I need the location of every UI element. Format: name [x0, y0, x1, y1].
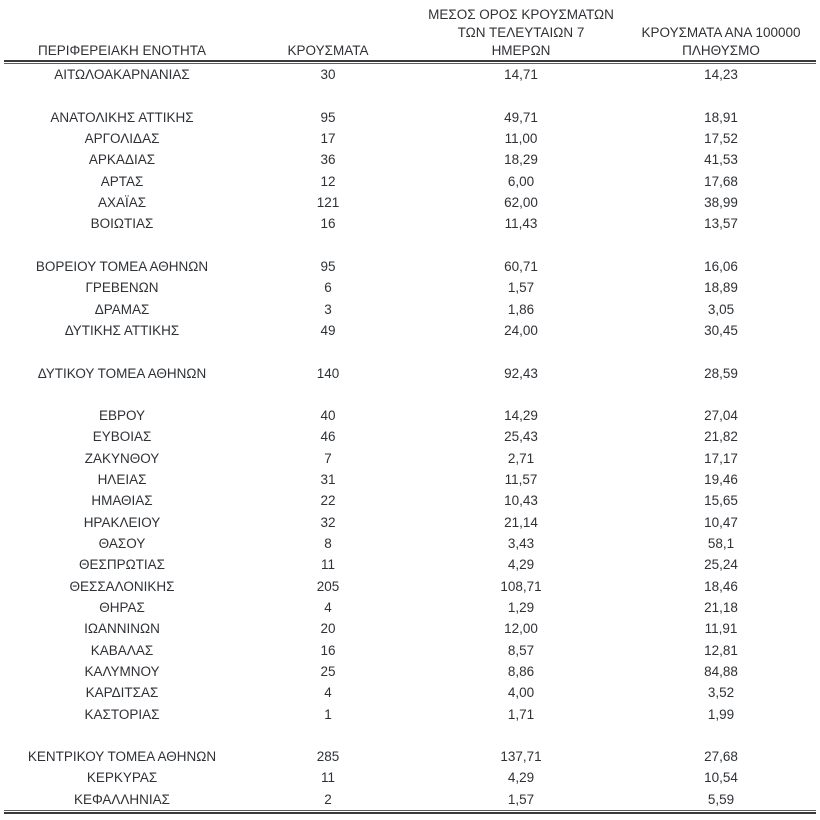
region-name-cell: ΚΕΝΤΡΙΚΟΥ ΤΟΜΕΑ ΑΘΗΝΩΝ	[27, 749, 217, 765]
avg7days-cell: 14,29	[504, 408, 538, 424]
table-row	[4, 277, 816, 298]
per100k-cell: 17,68	[704, 173, 738, 189]
table-row	[4, 192, 816, 213]
table-row	[4, 682, 816, 703]
cases-cell: 95	[320, 109, 336, 125]
table-row	[4, 533, 816, 554]
avg7days-cell: 92,43	[504, 365, 538, 381]
table-row	[4, 362, 816, 383]
avg7days-cell: 11,57	[504, 472, 538, 488]
per100k-cell: 16,06	[704, 258, 738, 274]
table-row	[4, 789, 816, 810]
avg7days-cell: 12,00	[504, 621, 538, 637]
avg7days-cell: 1,71	[507, 706, 535, 722]
cases-cell: 16	[320, 216, 336, 232]
table-row	[4, 703, 816, 724]
region-name-cell: ΔΥΤΙΚΗΣ ΑΤΤΙΚΗΣ	[64, 322, 180, 338]
per100k-cell: 14,23	[704, 67, 738, 83]
spacer-row	[4, 725, 816, 746]
region-name-cell: ΚΕΦΑΛΛΗΝΙΑΣ	[73, 791, 171, 807]
table-row	[4, 298, 816, 319]
region-name-cell: ΘΕΣΣΑΛΟΝΙΚΗΣ	[69, 578, 175, 594]
region-name-cell: ΕΒΡΟΥ	[98, 408, 146, 424]
table-row	[4, 618, 816, 639]
table-row	[4, 639, 816, 660]
per100k-cell: 13,57	[704, 216, 738, 232]
table-row	[4, 320, 816, 341]
avg7days-cell: 21,14	[504, 514, 538, 530]
region-name-cell: ΔΡΑΜΑΣ	[94, 301, 150, 317]
cases-cell: 140	[316, 365, 340, 381]
spacer-row	[4, 341, 816, 362]
region-name-cell: ΑΧΑΪΑΣ	[97, 195, 147, 211]
cases-cell: 30	[320, 67, 336, 83]
col-header-region-label: ΠΕΡΙΦΕΡΕΙΑΚΗ ΕΝΟΤΗΤΑ	[37, 43, 207, 58]
table-row	[4, 661, 816, 682]
cases-cell: 95	[320, 258, 336, 274]
region-name-cell: ΚΑΛΥΜΝΟΥ	[84, 663, 160, 679]
region-name-cell: ΚΑΡΔΙΤΣΑΣ	[85, 685, 159, 701]
per100k-cell: 19,46	[704, 472, 738, 488]
cases-cell: 32	[320, 514, 336, 530]
per100k-cell: 5,59	[707, 791, 735, 807]
per100k-cell: 21,18	[704, 599, 738, 615]
avg7days-cell: 4,29	[507, 770, 535, 786]
table-row	[4, 576, 816, 597]
per100k-cell: 3,05	[707, 301, 735, 317]
col-header-region	[4, 42, 240, 60]
region-name-cell: ΚΕΡΚΥΡΑΣ	[86, 770, 158, 786]
table-row	[4, 128, 816, 149]
region-name-cell: ΙΩΑΝΝΙΝΩΝ	[84, 621, 160, 637]
table-bottom-rule	[4, 810, 816, 815]
avg7days-cell: 1,86	[507, 301, 535, 317]
table-row	[4, 426, 816, 447]
region-name-cell: ΔΥΤΙΚΟΥ ΤΟΜΕΑ ΑΘΗΝΩΝ	[37, 365, 207, 381]
cases-cell: 25	[320, 663, 336, 679]
cases-cell: 46	[320, 429, 336, 445]
avg7days-cell: 62,00	[504, 195, 538, 211]
cases-cell: 31	[320, 472, 336, 488]
per100k-cell: 18,91	[704, 109, 738, 125]
per100k-cell: 3,52	[707, 685, 735, 701]
cases-cell: 2	[324, 791, 332, 807]
per100k-cell: 25,24	[704, 557, 738, 573]
per100k-cell: 27,68	[704, 749, 738, 765]
cases-cell: 3	[324, 301, 332, 317]
avg7days-cell: 1,57	[507, 791, 535, 807]
per100k-cell: 41,53	[704, 152, 738, 168]
table-row	[4, 64, 816, 85]
cases-cell: 11	[320, 557, 335, 573]
per100k-cell: 21,82	[704, 429, 738, 445]
region-name-cell: ΑΡΤΑΣ	[100, 173, 144, 189]
col-header-per100k	[626, 24, 816, 60]
avg7days-cell: 49,71	[504, 109, 538, 125]
cases-cell: 11	[320, 770, 335, 786]
avg7days-cell: 3,43	[507, 536, 535, 552]
avg7days-cell: 10,43	[504, 493, 538, 509]
region-name-cell: ΓΡΕΒΕΝΩΝ	[85, 280, 159, 296]
region-name-cell: ΑΡΚΑΔΙΑΣ	[88, 152, 156, 168]
avg7days-cell: 137,71	[500, 749, 542, 765]
col-header-per100k-line2: ΠΛΗΘΥΣΜΟ	[682, 43, 760, 58]
avg7days-cell: 14,71	[504, 67, 538, 83]
per100k-cell: 18,89	[704, 280, 738, 296]
table-row	[4, 213, 816, 234]
table-row	[4, 149, 816, 170]
cases-cell: 4	[324, 599, 332, 615]
region-name-cell: ΘΕΣΠΡΩΤΙΑΣ	[78, 557, 166, 573]
avg7days-cell: 25,43	[504, 429, 538, 445]
col-header-cases-label: ΚΡΟΥΣΜΑΤΑ	[287, 43, 369, 58]
avg7days-cell: 11,00	[504, 131, 538, 147]
avg7days-cell: 11,43	[504, 216, 538, 232]
avg7days-cell: 8,57	[507, 642, 535, 658]
col-header-avg7days	[416, 6, 626, 60]
spacer-row	[4, 235, 816, 256]
avg7days-cell: 6,00	[507, 173, 535, 189]
cases-cell: 36	[320, 152, 336, 168]
spacer-row	[4, 384, 816, 405]
region-name-cell: ΚΑΣΤΟΡΙΑΣ	[84, 706, 160, 722]
region-name-cell: ΘΑΣΟΥ	[98, 536, 146, 552]
table-row	[4, 405, 816, 426]
col-header-cases	[240, 42, 416, 60]
table-row	[4, 171, 816, 192]
table-header	[4, 6, 816, 58]
region-name-cell: ΑΡΓΟΛΙΔΑΣ	[84, 131, 160, 147]
cases-cell: 20	[320, 621, 336, 637]
table-row	[4, 107, 816, 128]
cases-cell: 1	[324, 706, 332, 722]
table-row	[4, 746, 816, 767]
table-body	[4, 64, 816, 810]
table-row	[4, 554, 816, 575]
table-row	[4, 469, 816, 490]
avg7days-cell: 8,86	[507, 663, 535, 679]
avg7days-cell: 1,29	[507, 599, 535, 615]
region-name-cell: ΒΟΡΕΙΟΥ ΤΟΜΕΑ ΑΘΗΝΩΝ	[35, 258, 209, 274]
avg7days-cell: 18,29	[504, 152, 538, 168]
per100k-cell: 84,88	[704, 663, 738, 679]
col-header-avg7days-line1: ΜΕΣΟΣ ΟΡΟΣ ΚΡΟΥΣΜΑΤΩΝ	[428, 7, 614, 22]
cases-cell: 7	[324, 450, 332, 466]
cases-cell: 12	[320, 173, 336, 189]
cases-cell: 6	[324, 280, 332, 296]
cases-cell: 17	[320, 131, 336, 147]
table-row	[4, 512, 816, 533]
per100k-cell: 15,65	[704, 493, 738, 509]
cases-cell: 16	[320, 642, 336, 658]
per100k-cell: 10,47	[704, 514, 738, 530]
avg7days-cell: 60,71	[504, 258, 538, 274]
per100k-cell: 30,45	[704, 322, 738, 338]
table-row	[4, 597, 816, 618]
per100k-cell: 11,91	[704, 621, 738, 637]
region-name-cell: ΑΝΑΤΟΛΙΚΗΣ ΑΤΤΙΚΗΣ	[50, 109, 194, 125]
per100k-cell: 10,54	[704, 770, 738, 786]
region-name-cell: ΕΥΒΟΙΑΣ	[92, 429, 152, 445]
col-header-per100k-line1: ΚΡΟΥΣΜΑΤΑ ΑΝΑ 100000	[641, 25, 801, 40]
avg7days-cell: 4,00	[507, 685, 535, 701]
region-name-cell: ΗΜΑΘΙΑΣ	[91, 493, 153, 509]
region-name-cell: ΘΗΡΑΣ	[99, 599, 145, 615]
avg7days-cell: 2,71	[507, 450, 535, 466]
per100k-cell: 27,04	[704, 408, 738, 424]
region-name-cell: ΑΙΤΩΛΟΑΚΑΡΝΑΝΙΑΣ	[54, 67, 190, 83]
table-row	[4, 767, 816, 788]
per100k-cell: 12,81	[704, 642, 738, 658]
spacer-row	[4, 85, 816, 106]
table-row	[4, 448, 816, 469]
cases-cell: 121	[316, 195, 340, 211]
per100k-cell: 58,1	[707, 536, 735, 552]
per100k-cell: 1,99	[707, 706, 735, 722]
per100k-cell: 18,46	[704, 578, 738, 594]
cases-cell: 22	[320, 493, 336, 509]
per100k-cell: 28,59	[704, 365, 738, 381]
col-header-avg7days-line2: ΤΩΝ ΤΕΛΕΥΤΑΙΩΝ 7	[457, 25, 585, 40]
region-name-cell: ΖΑΚΥΝΘΟΥ	[84, 450, 160, 466]
avg7days-cell: 24,00	[504, 322, 538, 338]
cases-cell: 4	[324, 685, 332, 701]
region-name-cell: ΒΟΙΩΤΙΑΣ	[90, 216, 154, 232]
cases-cell: 49	[320, 322, 336, 338]
cases-cell: 205	[316, 578, 340, 594]
per100k-cell: 17,52	[704, 131, 738, 147]
avg7days-cell: 108,71	[500, 578, 542, 594]
per100k-cell: 17,17	[704, 450, 738, 466]
cases-cell: 8	[324, 536, 332, 552]
avg7days-cell: 1,57	[507, 280, 535, 296]
table-row	[4, 256, 816, 277]
region-name-cell: ΗΛΕΙΑΣ	[97, 472, 147, 488]
cases-cell: 40	[320, 408, 336, 424]
per100k-cell: 38,99	[704, 195, 738, 211]
table-row	[4, 490, 816, 511]
region-name-cell: ΚΑΒΑΛΑΣ	[90, 642, 154, 658]
region-name-cell: ΗΡΑΚΛΕΙΟΥ	[83, 514, 161, 530]
col-header-avg7days-line3: ΗΜΕΡΩΝ	[491, 43, 551, 58]
cases-cell: 285	[316, 749, 340, 765]
avg7days-cell: 4,29	[507, 557, 535, 573]
covid-regional-cases-table	[4, 0, 816, 814]
